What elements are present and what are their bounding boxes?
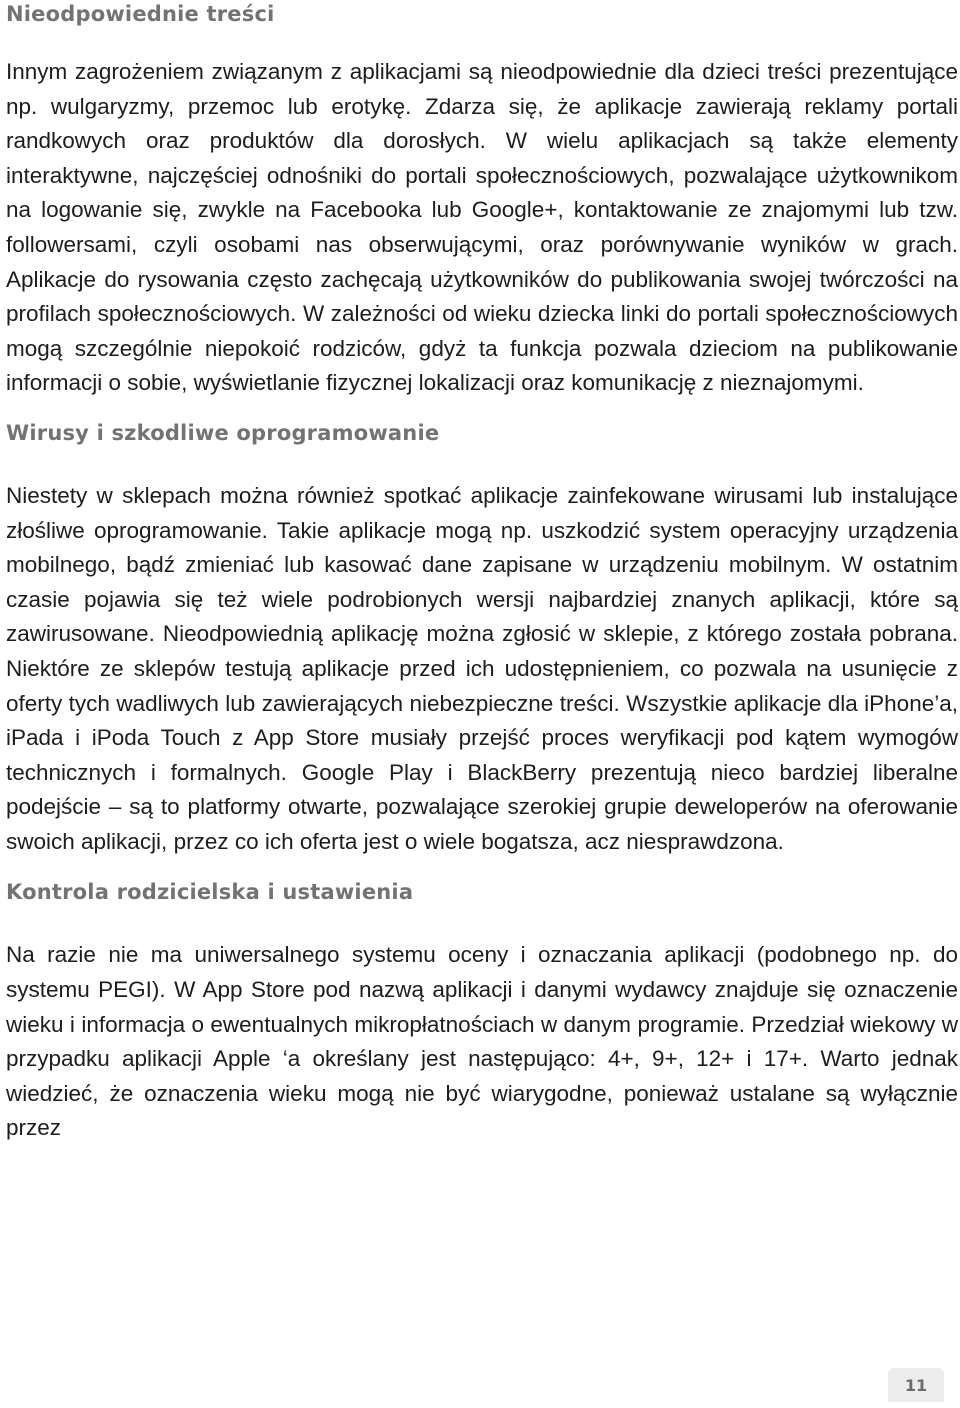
section-heading-inappropriate-content: Nieodpowiednie treści [6,2,275,26]
page-number-tab: 11 [888,1368,944,1402]
section-paragraph-viruses-malware: Niestety w sklepach można również spotkać aplikacje zainfekowane wirusami lub instalujące złośliwe oprogramowanie. Takie aplikacje mogą np. uszkodzić system operacyjny urządzenia mobilnego, bądź zmieniać lub kasować dane zapisane w urządzeniu mobilnym. W ostatnim czasie pojawia się też wiele podrobionych wersji najbardziej znanych aplikacji, które są zawirusowane. Nieodpowiednią aplikację można zgłosić w sklepie, z którego została pobrana. Niektóre ze sklepów testują aplikacje przed ich udostępnieniem, co pozwala na usunięcie z oferty tych wadliwych lub zawierających niebezpieczne treści. Wszystkie aplikacje dla iPhone’a, iPada i iPoda Touch z App Store musiały przejść proces weryfikacji pod kątem wymogów technicznych i formalnych. Google Play i BlackBerry prezentują nieco bardziej liberalne podejście – są to platformy otwarte, pozwalające szerokiej grupie deweloperów na oferowanie swoich aplikacji, przez co ich oferta jest o wiele bogatsza, acz niesprawdzona. [6,482,958,854]
section-heading-parental-control: Kontrola rodzicielska i ustawienia [6,880,414,905]
section-heading-viruses-malware: Wirusy i szkodliwe oprogramowanie [6,420,440,445]
section-paragraph-inappropriate-content: Innym zagrożeniem związanym z aplikacjami są nieodpowiednie dla dzieci treści prezentujące np. wulgaryzmy, przemoc lub erotykę. Zdarza się, że aplikacje zawierają reklamy portali randkowych oraz produktów dla dorosłych. W wielu aplikacjach są także elementy interaktywne, najczęściej odnośniki do portali społecznościowych, pozwalające użytkownikom na logowanie się, zwykle na Facebooka lub Google+, kontaktowanie ze znajomymi lub tzw. followersami, czyli osobami nas obserwującymi, oraz porównywanie wyników w grach. Aplikacje do rysowania często zachęcają użytkowników do publikowania swojej twórczości na profilach społecznościowych. W zależności od wieku dziecka linki do portali społecznościowych mogą szczególnie niepokoić rodziców, gdyż ta funkcja pozwala dzieciom na publikowanie informacji o sobie, wyświetlanie fizycznej lokalizacji oraz komunikację z nieznajomymi. [6,59,958,396]
section-paragraph-parental-control: Na razie nie ma uniwersalnego systemu oceny i oznaczania aplikacji (podobnego np. do systemu PEGI). W App Store pod nazwą aplikacji i danymi wydawcy znajduje się oznaczenie wieku i informacja o ewentualnych mikropłatnościach w danym programie. Przedział wiekowy w przypadku aplikacji Apple ‘a określany jest następująco: 4+, 9+, 12+ i 17+. Warto jednak wiedzieć, że oznaczenia wieku mogą nie być wiarygodne, ponieważ ustalane są wyłącznie przez [6,942,958,1141]
document-page [6,0,958,1146]
